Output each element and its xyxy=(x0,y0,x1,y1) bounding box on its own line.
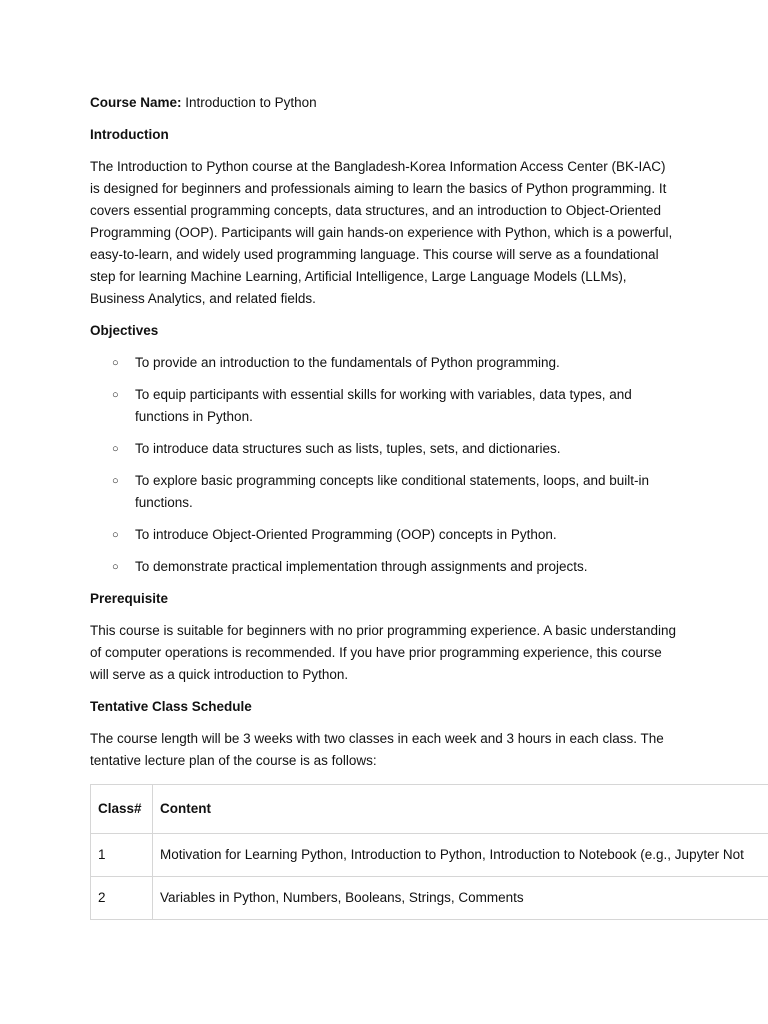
objective-text: To provide an introduction to the fundamentals of Python programming. xyxy=(135,355,560,370)
table-header-row xyxy=(91,785,768,834)
document-page xyxy=(90,92,768,920)
class-number-cell: 2 xyxy=(91,877,153,920)
course-name-label: Course Name: xyxy=(90,95,182,110)
objective-item xyxy=(90,352,675,374)
objective-item xyxy=(90,470,675,514)
prerequisite-text: This course is suitable for beginners with no prior programming experience. A basic understanding of computer operations is recommended. If you have prior programming experience, this course will serve as a quick introduction to Python. xyxy=(90,623,677,682)
circle-bullet-icon: ○ xyxy=(112,357,119,369)
schedule-table xyxy=(90,784,768,920)
table-row xyxy=(91,834,768,877)
objectives-heading: Objectives xyxy=(90,323,159,338)
course-name-line xyxy=(90,92,678,114)
objective-text: To explore basic programming concepts like conditional statements, loops, and built-in functions. xyxy=(135,473,650,510)
objective-text: To demonstrate practical implementation through assignments and projects. xyxy=(135,559,588,574)
objective-text: To introduce data structures such as lists, tuples, sets, and dictionaries. xyxy=(135,441,561,456)
objective-text: To equip participants with essential skills for working with variables, data types, and functions in Python. xyxy=(135,387,632,424)
objective-item xyxy=(90,384,675,428)
introduction-heading: Introduction xyxy=(90,127,169,142)
circle-bullet-icon: ○ xyxy=(112,389,119,401)
column-header-content: Content xyxy=(153,785,768,834)
circle-bullet-icon: ○ xyxy=(112,443,119,455)
objective-item xyxy=(90,438,675,460)
prerequisite-heading: Prerequisite xyxy=(90,591,169,606)
objective-text: To introduce Object-Oriented Programming (OOP) concepts in Python. xyxy=(135,527,557,542)
content-cell: Motivation for Learning Python, Introduction to Python, Introduction to Notebook (e.g., Jupyter Not xyxy=(153,834,768,877)
objective-item xyxy=(90,556,675,578)
introduction-text: The Introduction to Python course at the Bangladesh-Korea Information Access Center (BK-IAC) is designed for beginners and professionals aiming to learn the basics of Python programming. It covers essential programming concepts, data structures, and an introduction to Object-Oriented Programming (OOP). Participants will gain hands-on experience with Python, which is a powerful, easy-to-learn, and widely used programming language. This course will serve as a foundational step for learning Machine Learning, Artificial Intelligence, Large Language Models (LLMs), Business Analytics, and related fields. xyxy=(90,159,673,306)
table-row xyxy=(91,877,768,920)
content-cell: Variables in Python, Numbers, Booleans, Strings, Comments xyxy=(153,877,768,920)
circle-bullet-icon: ○ xyxy=(112,561,119,573)
circle-bullet-icon: ○ xyxy=(112,529,119,541)
objective-item xyxy=(90,524,675,546)
schedule-text: The course length will be 3 weeks with two classes in each week and 3 hours in each class. The tentative lecture plan of the course is as follows: xyxy=(90,731,664,768)
schedule-heading: Tentative Class Schedule xyxy=(90,699,252,714)
circle-bullet-icon: ○ xyxy=(112,475,119,487)
course-name-value: Introduction to Python xyxy=(181,95,317,110)
class-number-cell: 1 xyxy=(91,834,153,877)
column-header-class: Class# xyxy=(91,785,153,834)
objectives-list xyxy=(90,352,768,578)
